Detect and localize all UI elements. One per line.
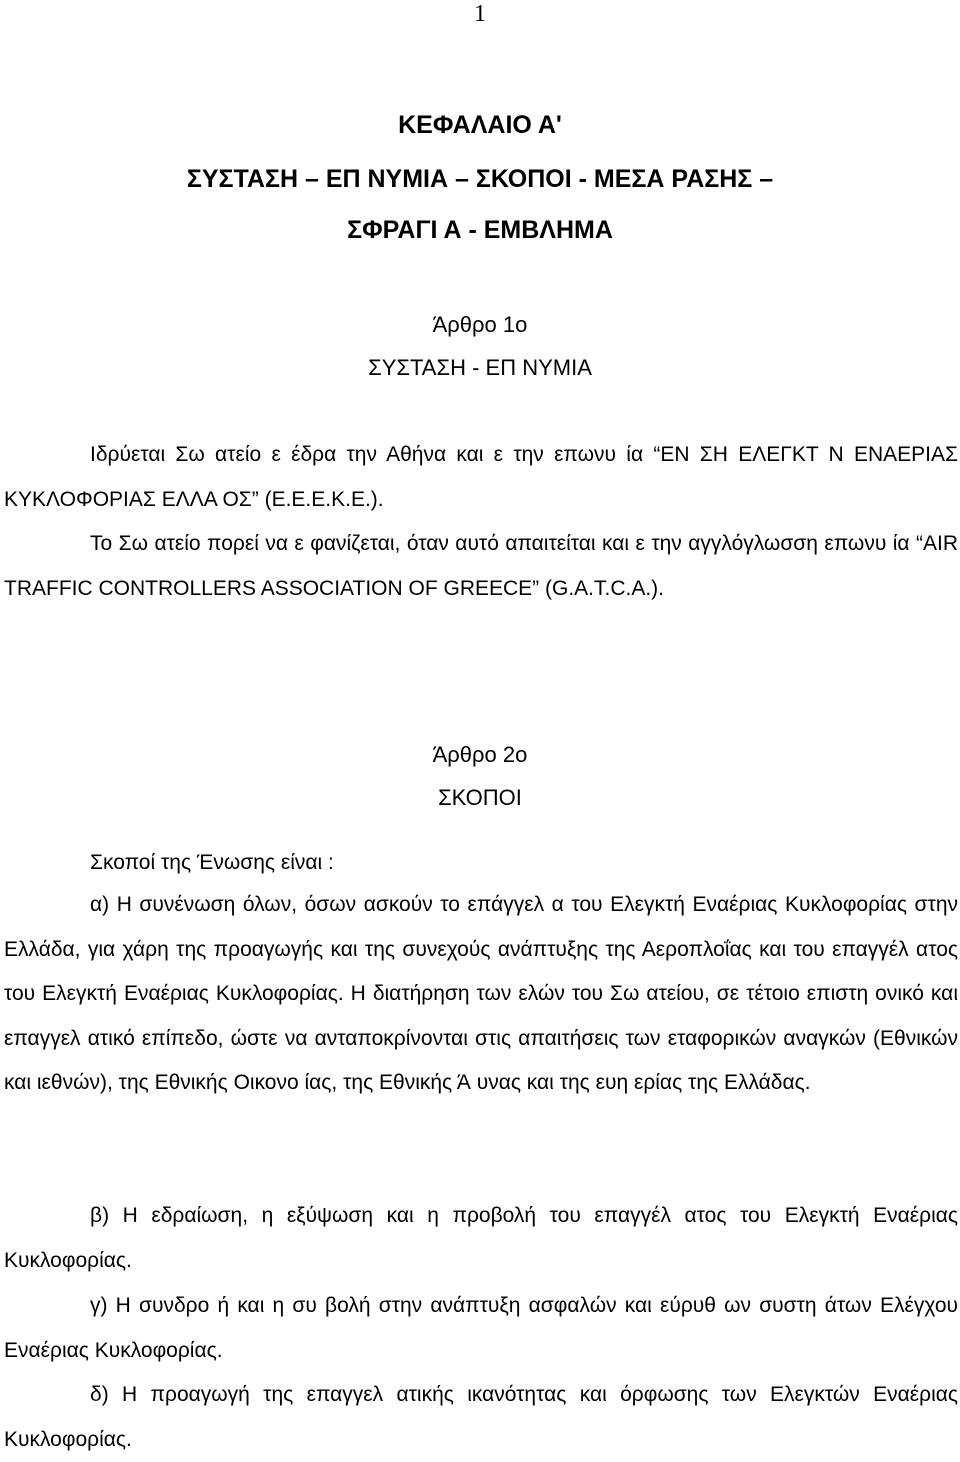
chapter-subtitle-line1: ΣΥΣΤΑΣΗ – ΕΠ ΝΥΜΙΑ – ΣΚΟΠΟΙ - ΜΕΣΑ ΡΑΣΗΣ – [186, 165, 774, 193]
article2-item-c: γ) Η συνδρο ή και η συ βολή στην ανάπτυξη ασφαλών και εύρυθ ων συστη άτων Ελέγχου Εναέριας Κυκλοφορίας. [4, 1294, 958, 1362]
chapter-subtitle-line2: ΣΦΡΑΓΙ Α - ΕΜΒΛΗΜΑ [347, 216, 613, 244]
article2-heading: ΣΚΟΠΟΙ [438, 785, 522, 810]
article1-paragraph-1: Ιδρύεται Σω ατείο ε έδρα την Αθήνα και ε την επωνυ ία “ΕΝ ΣΗ ΕΛΕΓΚΤ Ν ΕΝΑΕΡΙΑΣ ΚΥΚΛΟΦΟΡΙΑΣ ΕΛΛΑ ΟΣ” (Ε.Ε.Ε.Κ.Ε.). [4, 443, 958, 511]
article2-item-a: α) Η συνένωση όλων, όσων ασκούν το επάγγελ α του Ελεγκτή Εναέριας Κυκλοφορίας στην Ελλάδα, για χάρη της προαγωγής και της συνεχούς ανάπτυξης της Αεροπλοΐας και του επαγγέλ ατος του Ελεγκτή Εναέριας Κυκλοφορίας. Η διατήρηση των ελών του Σω ατείου, σε τέτοιο επιστη ονικό και επαγγελ ατικό επίπεδο, ώστε να ανταποκρίνονται στις απαιτήσεις των εταφορικών αναγκών (Εθνικών και ιεθνών), της Εθνικής Οικονο ίας, της Εθνικής Ά υνας και της ευη ερίας της Ελλάδας. [4, 893, 958, 1094]
article1-heading: ΣΥΣΤΑΣΗ - ΕΠ ΝΥΜΙΑ [368, 355, 592, 380]
article2-title: Άρθρο 2ο [432, 742, 528, 767]
article2-item-b: β) Η εδραίωση, η εξύψωση και η προβολή του επαγγέλ ατος του Ελεγκτή Εναέριας Κυκλοφορίας. [4, 1204, 958, 1272]
page-number: 1 [474, 1, 486, 27]
chapter-title: ΚΕΦΑΛΑΙΟ Α' [398, 111, 562, 139]
article2-item-d: δ) Η προαγωγή της επαγγελ ατικής ικανότητας και όρφωσης των Ελεγκτών Εναέριας Κυκλοφορίας. [4, 1383, 958, 1451]
article1-title: Άρθρο 1ο [432, 312, 528, 337]
article2-intro: Σκοποί της Ένωσης είναι : [90, 851, 334, 874]
article1-paragraph-2: Το Σω ατείο πορεί να ε φανίζεται, όταν αυτό απαιτείται και ε την αγγλόγλωσση επωνυ ία “AIR TRAFFIC CONTROLLERS ASSOCIATION OF GREECE” (G.A.T.C.A.). [4, 532, 958, 600]
